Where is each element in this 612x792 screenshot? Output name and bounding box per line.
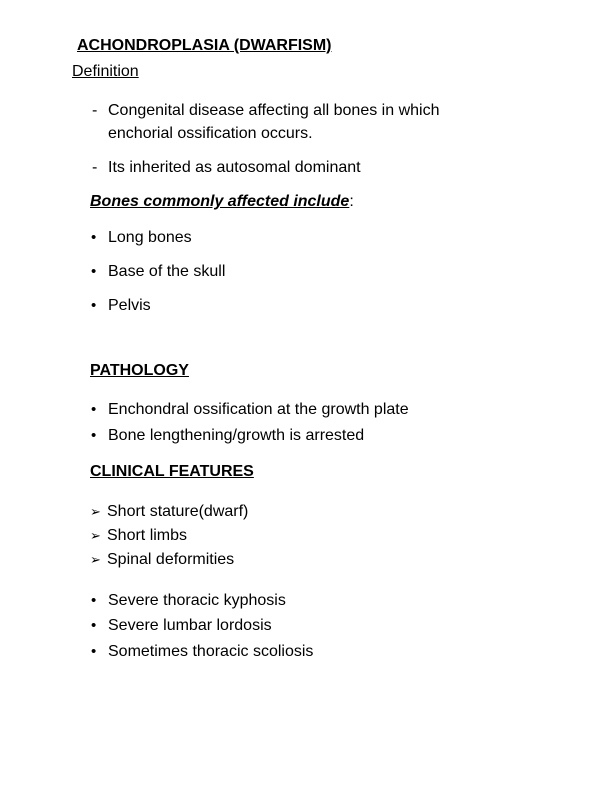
list-item-text: Short limbs bbox=[107, 527, 188, 544]
bones-heading: Bones commonly affected include bbox=[90, 193, 350, 210]
list-item-text: Severe lumbar lordosis bbox=[108, 617, 272, 634]
list-item-text: Pelvis bbox=[108, 297, 151, 314]
list-item-text: Short stature(dwarf) bbox=[107, 503, 249, 520]
bullet-marker: • bbox=[91, 263, 97, 280]
page-title: ACHONDROPLASIA (DWARFISM) bbox=[77, 37, 332, 54]
dash-marker: - bbox=[92, 159, 98, 176]
bullet-marker: • bbox=[91, 401, 97, 418]
list-item-text: Base of the skull bbox=[108, 263, 226, 280]
bones-heading-line bbox=[90, 192, 354, 212]
bullet-marker: • bbox=[91, 229, 97, 246]
list-item-text: Long bones bbox=[108, 229, 192, 246]
list-item-text: Bone lengthening/growth is arrested bbox=[108, 427, 365, 444]
definition-heading: Definition bbox=[72, 63, 139, 80]
clinical-heading: CLINICAL FEATURES bbox=[90, 463, 254, 480]
arrow-marker-icon: ➢ bbox=[90, 528, 101, 543]
bullet-marker: • bbox=[91, 427, 97, 444]
bullet-marker: • bbox=[91, 592, 97, 609]
list-item-text: enchorial ossification occurs. bbox=[108, 125, 313, 142]
list-item-text: Spinal deformities bbox=[107, 551, 235, 568]
bones-heading-colon: : bbox=[349, 193, 354, 210]
list-item-text: Congenital disease affecting all bones in which bbox=[108, 102, 440, 119]
dash-marker: - bbox=[92, 102, 98, 119]
list-item-text: Its inherited as autosomal dominant bbox=[108, 159, 361, 176]
list-item-text: Severe thoracic kyphosis bbox=[108, 592, 286, 609]
bullet-marker: • bbox=[91, 617, 97, 634]
list-item-text: Sometimes thoracic scoliosis bbox=[108, 643, 314, 660]
pathology-heading: PATHOLOGY bbox=[90, 362, 189, 379]
bullet-marker: • bbox=[91, 643, 97, 660]
arrow-marker-icon: ➢ bbox=[90, 552, 101, 567]
arrow-marker-icon: ➢ bbox=[90, 504, 101, 519]
bullet-marker: • bbox=[91, 297, 97, 314]
list-item-text: Enchondral ossification at the growth plate bbox=[108, 401, 409, 418]
